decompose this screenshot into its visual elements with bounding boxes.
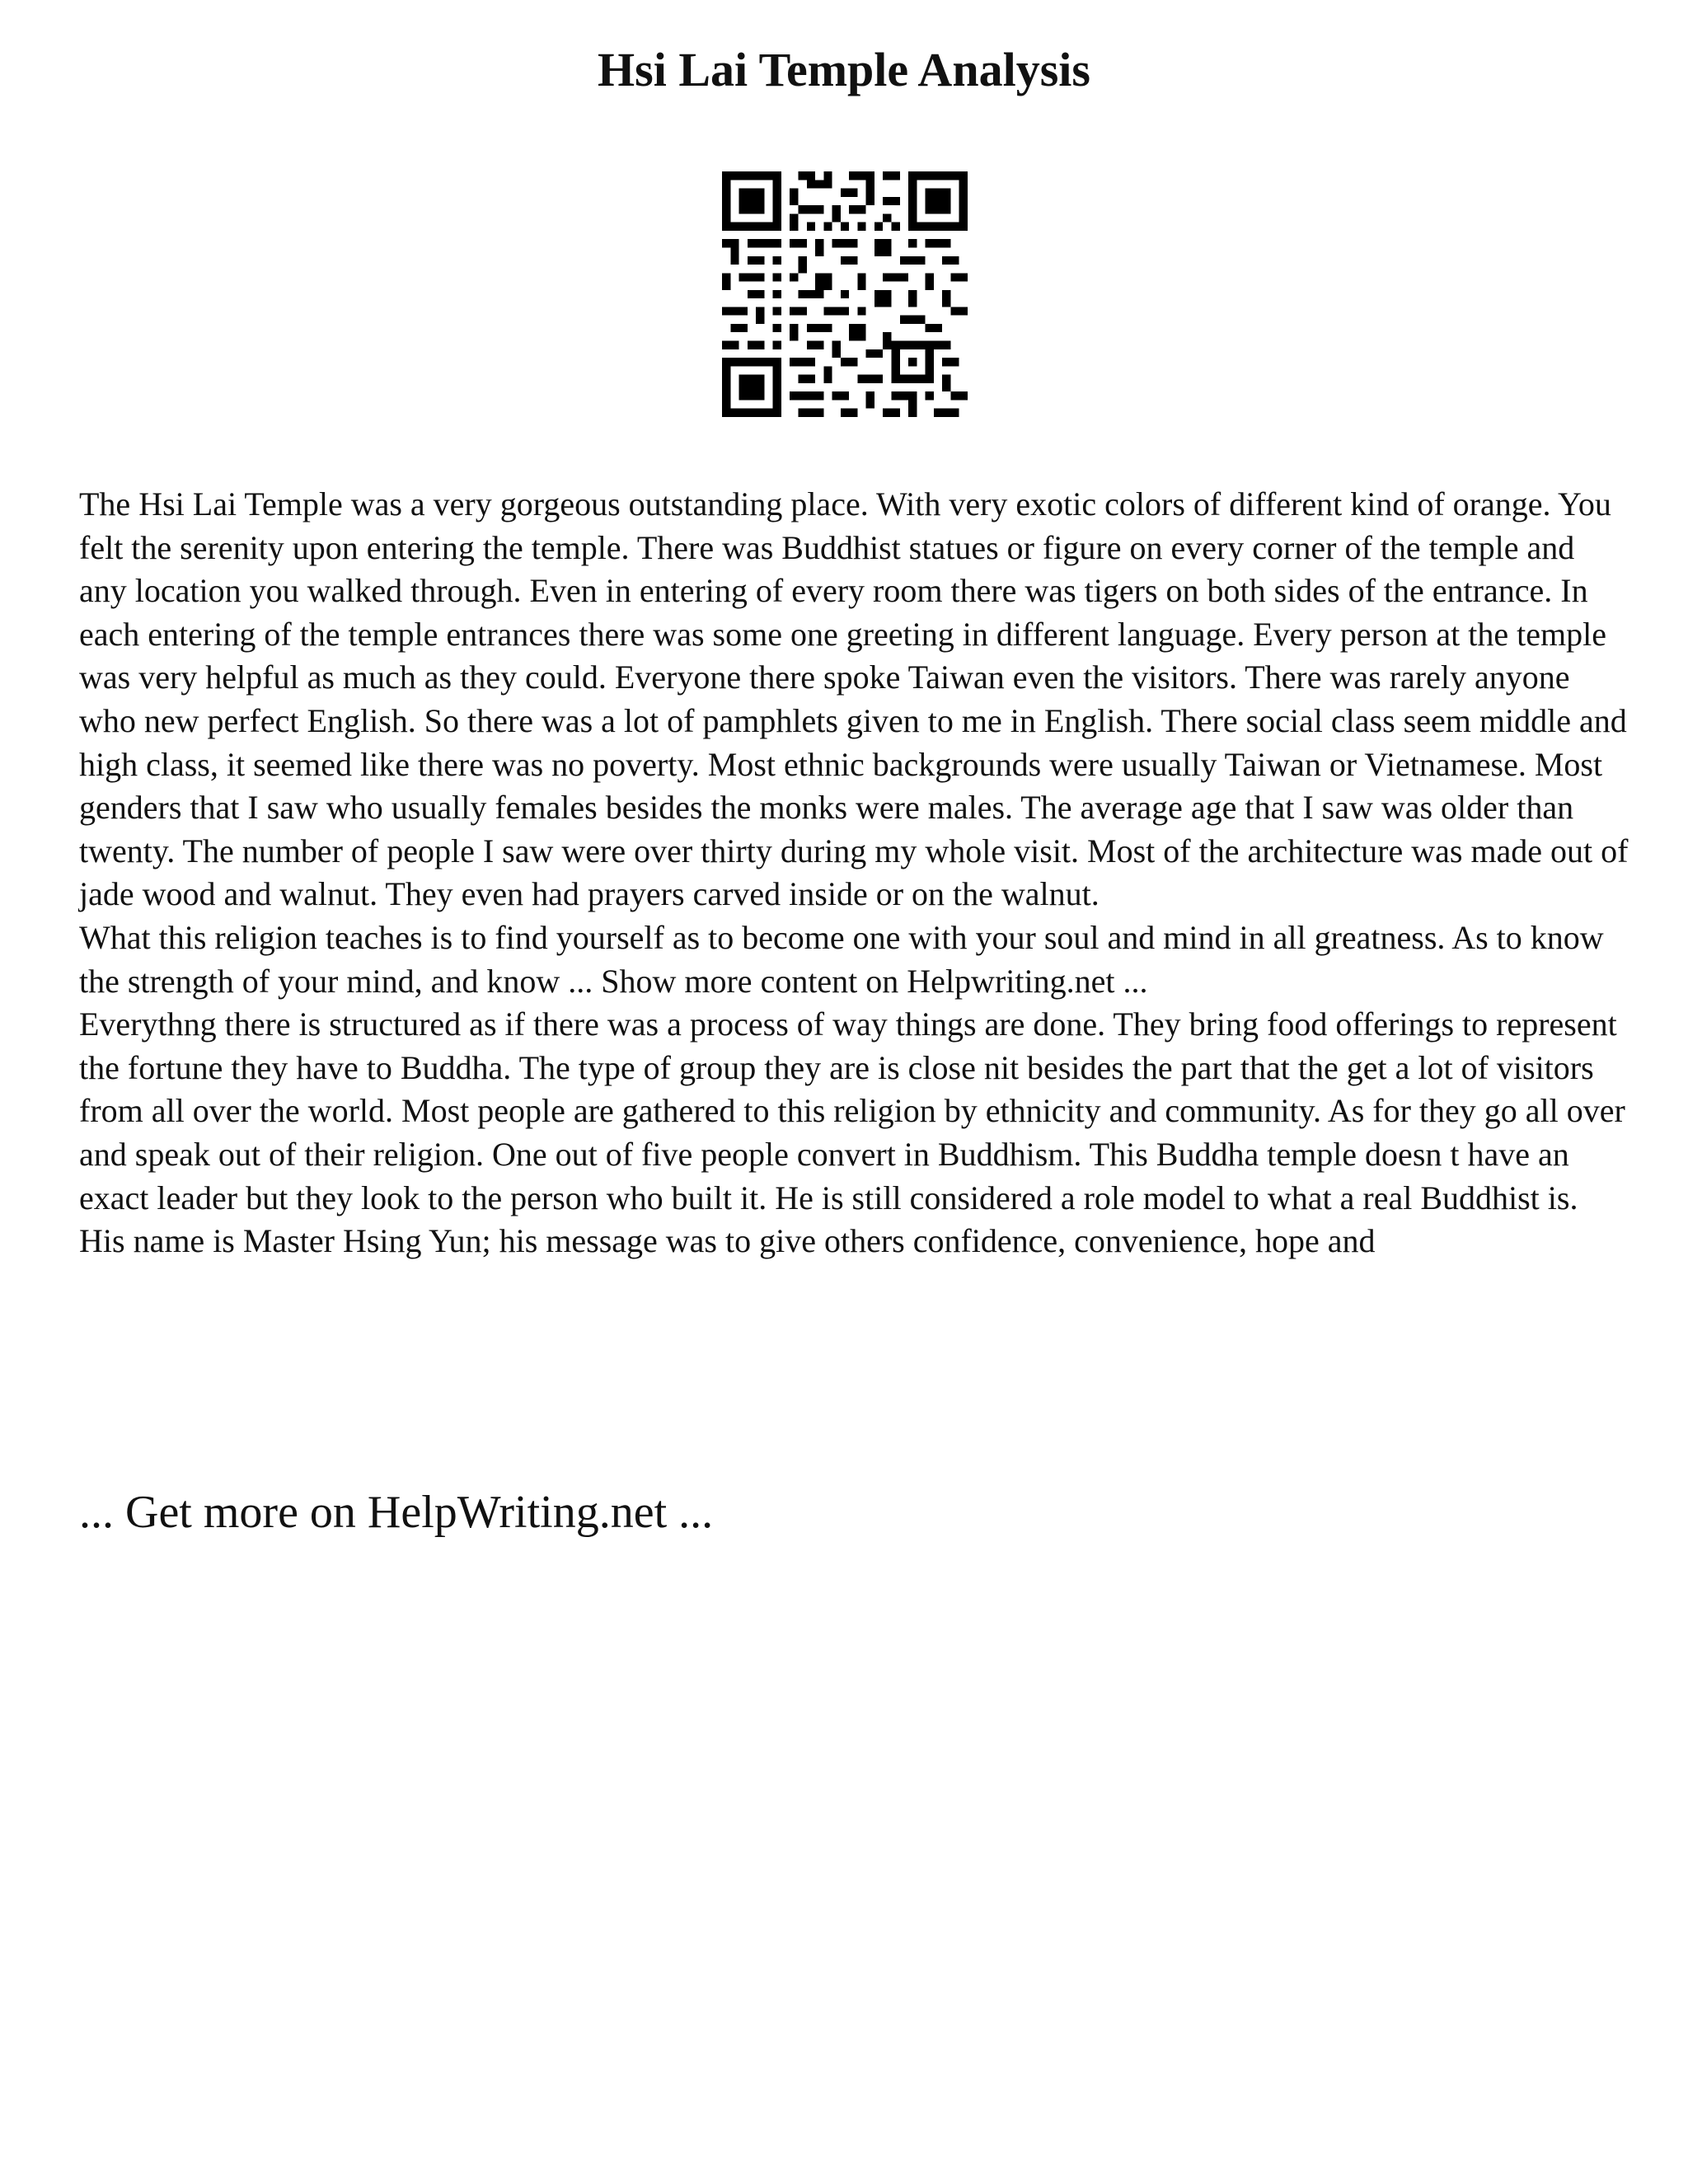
get-more-link[interactable]: ... Get more on HelpWriting.net ... [79,1487,714,1538]
paragraph: What this religion teaches is to find yourself as to become one with your soul and mind in all greatness. As to know the strength of your mind, and know ... Show more content on Helpwriting.net ... [79,918,1604,1000]
page-title: Hsi Lai Temple Analysis [598,43,1090,96]
paragraph: The Hsi Lai Temple was a very gorgeous outstanding place. With very exotic colors of different kind of orange. You felt the serenity upon entering the temple. There was Buddhist statues or figure on every corner of the temple and any location you walked through. Even in entering of every room there was tigers on both sides of the entrance. In each entering of the temple entrances there was some one greeting in different language. Every person at the temple was very helpful as much as they could. Everyone there spoke Taiwan even the visitors. There was rarely anyone who new perfect English. So there was a lot of pamphlets given to me in English. There social class seem middle and high class, it seemed like there was no poverty. Most ethnic backgrounds were usually Taiwan or Vietnamese. Most genders that I saw who usually females besides the monks were males. The average age that I saw was older than twenty. The number of people I saw were over thirty during my whole visit. Most of the architecture was made out of jade wood and walnut. They even had prayers carved inside or on the walnut. [79,485,1629,913]
qr-code-icon [722,171,968,417]
article-body [79,483,1629,1263]
paragraph: Everythng there is structured as if there was a process of way things are done. They bring food offerings to represent the fortune they have to Buddha. The type of group they are is close nit besides the part that the get a lot of visitors from all over the world. Most people are gathered to this religion by ethnicity and community. As for they go all over and speak out of their religion. One out of five people convert in Buddhism. This Buddha temple doesn t have an exact leader but they look to the person who built it. He is still considered a role model to what a real Buddhist is. His name is Master Hsing Yun; his message was to give others confidence, convenience, hope and [79,1005,1625,1260]
